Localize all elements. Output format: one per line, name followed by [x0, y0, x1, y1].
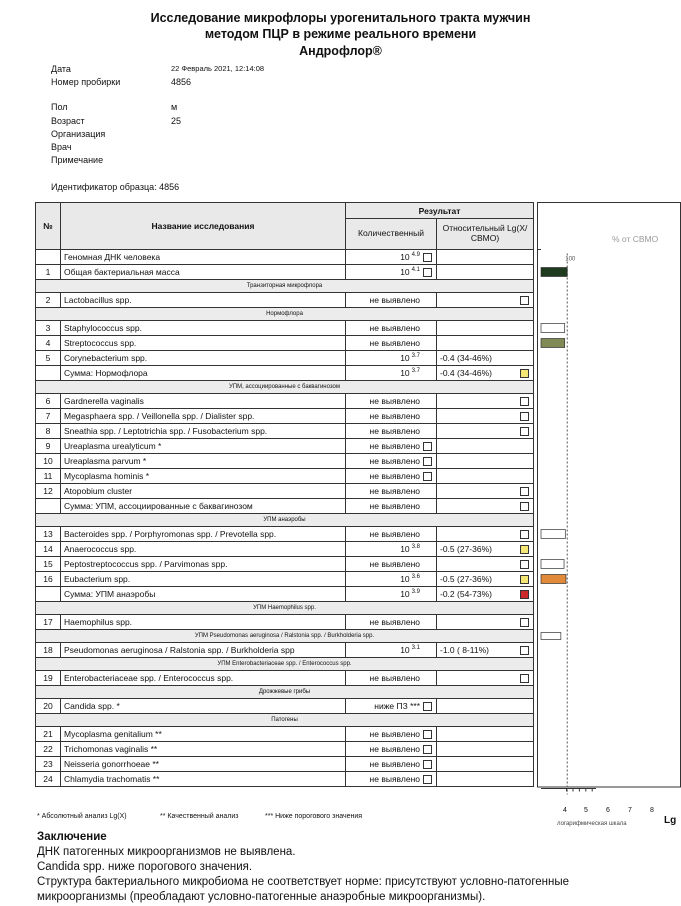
test-name: Streptococcus spp. [61, 336, 346, 351]
row-number: 1 [36, 265, 61, 280]
quantitative-flag-box [423, 702, 432, 711]
quantitative-flag-box [423, 775, 432, 784]
quantitative-cell [346, 615, 437, 630]
quantitative-flag-box [423, 253, 432, 262]
quantitative-cell [346, 454, 437, 469]
section-row [36, 381, 534, 394]
doctor-label: Врач [51, 142, 72, 152]
results-table [35, 202, 534, 787]
row-number: 2 [36, 293, 61, 308]
result-row [36, 643, 534, 658]
quantitative-cell [346, 469, 437, 484]
quantitative-exponent: 3.8 [411, 544, 420, 551]
row-number: 4 [36, 336, 61, 351]
quantitative-cell [346, 265, 437, 280]
relative-flag-box [520, 590, 529, 599]
test-name: Gardnerella vaginalis [61, 394, 346, 409]
quantitative-value: не выявлено [369, 759, 420, 769]
row-number: 14 [36, 542, 61, 557]
result-row [36, 424, 534, 439]
relative-flag-box [520, 530, 529, 539]
section-row [36, 658, 534, 671]
relative-cell [437, 671, 534, 686]
section-label: УПМ Pseudomonas aeruginosa / Ralstonia spp. / Burkholderia spp. [36, 630, 534, 643]
result-row [36, 409, 534, 424]
relative-cell [437, 351, 534, 366]
quantitative-exponent: 4.1 [411, 267, 420, 274]
header-quantitative: Количественный [346, 219, 437, 250]
quantitative-value: не выявлено [369, 501, 420, 511]
chart-tick-label: 7 [628, 807, 632, 814]
row-number [36, 366, 61, 381]
quantitative-cell [346, 671, 437, 686]
section-label: Патогены [36, 714, 534, 727]
result-row [36, 250, 534, 265]
quantitative-value: не выявлено [369, 338, 420, 348]
row-number: 21 [36, 727, 61, 742]
relative-flag-box [520, 560, 529, 569]
relative-cell [437, 424, 534, 439]
section-row [36, 280, 534, 293]
quantitative-value: ниже ПЗ *** [374, 701, 420, 711]
relative-flag-box [520, 575, 529, 584]
relative-cell [437, 615, 534, 630]
relative-flag-box [520, 369, 529, 378]
quantitative-value: не выявлено [369, 426, 420, 436]
quantitative-value: не выявлено [369, 529, 420, 539]
relative-cell [437, 557, 534, 572]
test-name: Anaerococcus spp. [61, 542, 346, 557]
result-row [36, 572, 534, 587]
relative-cell [437, 499, 534, 514]
chart-bar [541, 633, 561, 640]
chart-frame [538, 203, 681, 788]
relative-cell [437, 409, 534, 424]
relative-cell [437, 250, 534, 265]
section-label: УПМ Enterobacteriaceae spp. / Enterococcus spp. [36, 658, 534, 671]
quantitative-value: 10 [400, 589, 410, 599]
quantitative-value: не выявлено [369, 744, 420, 754]
quantitative-flag-box [423, 457, 432, 466]
quantitative-cell [346, 409, 437, 424]
result-row [36, 454, 534, 469]
quantitative-cell [346, 757, 437, 772]
section-row [36, 602, 534, 615]
chart-bar [541, 560, 564, 569]
quantitative-cell [346, 351, 437, 366]
row-number: 7 [36, 409, 61, 424]
quantitative-cell [346, 727, 437, 742]
section-row [36, 686, 534, 699]
test-name: Ureaplasma parvum * [61, 454, 346, 469]
row-number: 12 [36, 484, 61, 499]
result-row [36, 587, 534, 602]
section-row [36, 514, 534, 527]
result-row [36, 615, 534, 630]
quantitative-cell [346, 699, 437, 714]
relative-cell [437, 484, 534, 499]
test-name: Сумма: УПМ анаэробы [61, 587, 346, 602]
quantitative-cell [346, 643, 437, 658]
footnote-absolute: * Абсолютный анализ Lg(X) [37, 813, 127, 820]
result-row [36, 757, 534, 772]
relative-cell [437, 454, 534, 469]
result-row [36, 542, 534, 557]
quantitative-cell [346, 336, 437, 351]
footnote-qualitative: ** Качественный анализ [160, 813, 239, 820]
relative-value: -1.0 ( 8-11%) [440, 645, 489, 655]
result-row [36, 699, 534, 714]
quantitative-cell [346, 772, 437, 787]
relative-cell [437, 366, 534, 381]
row-number [36, 587, 61, 602]
row-number: 5 [36, 351, 61, 366]
test-name: Chlamydia trachomatis ** [61, 772, 346, 787]
quantitative-flag-box [423, 442, 432, 451]
chart-bar [541, 575, 566, 584]
row-number: 16 [36, 572, 61, 587]
row-number: 10 [36, 454, 61, 469]
row-number: 13 [36, 527, 61, 542]
result-row [36, 293, 534, 308]
test-name: Bacteroides spp. / Porphyromonas spp. / Prevotella spp. [61, 527, 346, 542]
quantitative-value: не выявлено [369, 673, 420, 683]
quantitative-exponent: 3.7 [411, 353, 420, 360]
relative-flag-box [520, 674, 529, 683]
relative-cell [437, 439, 534, 454]
section-label: УПМ анаэробы [36, 514, 534, 527]
test-name: Общая бактериальная масса [61, 265, 346, 280]
sex-value: м [171, 102, 178, 112]
quantitative-value: не выявлено [369, 441, 420, 451]
result-row [36, 439, 534, 454]
row-number [36, 250, 61, 265]
organization-label: Организация [51, 129, 106, 139]
test-name: Сумма: Нормофлора [61, 366, 346, 381]
test-name: Haemophilus spp. [61, 615, 346, 630]
note-label: Примечание [51, 155, 104, 165]
quantitative-value: 10 [400, 544, 410, 554]
quantitative-value: не выявлено [369, 486, 420, 496]
section-label: Дрожжевые грибы [36, 686, 534, 699]
relative-value: -0.5 (27-36%) [440, 574, 492, 584]
chart-100-label: 100 [565, 256, 576, 263]
quantitative-value: не выявлено [369, 295, 420, 305]
relative-flag-box [520, 397, 529, 406]
chart-percent-header: % от СВМО [612, 234, 659, 244]
row-number: 8 [36, 424, 61, 439]
quantitative-cell [346, 293, 437, 308]
row-number: 22 [36, 742, 61, 757]
result-row [36, 527, 534, 542]
result-row [36, 366, 534, 381]
date-value: 22 Февраль 2021, 12:14:08 [171, 64, 265, 73]
conclusion-line4: микроорганизмы (преобладают условно-патогенные анаэробные микроорганизмы). [37, 891, 486, 903]
row-number: 17 [36, 615, 61, 630]
quantitative-cell [346, 394, 437, 409]
relative-flag-box [520, 487, 529, 496]
header-relative: Относительный Lg(X/СВМО) [437, 219, 534, 250]
quantitative-cell [346, 424, 437, 439]
relative-flag-box [520, 545, 529, 554]
test-name: Сумма: УПМ, ассоциированные с баквагинозом [61, 499, 346, 514]
test-name: Enterobacteriaceae spp. / Enterococcus spp. [61, 671, 346, 686]
relative-cell [437, 542, 534, 557]
relative-cell [437, 394, 534, 409]
test-name: Lactobacillus spp. [61, 293, 346, 308]
result-row [36, 671, 534, 686]
result-row [36, 772, 534, 787]
age-value: 25 [171, 116, 182, 126]
relative-cell [437, 699, 534, 714]
quantitative-cell [346, 439, 437, 454]
quantitative-cell [346, 321, 437, 336]
quantitative-cell [346, 557, 437, 572]
test-name: Sneathia spp. / Leptotrichia spp. / Fusobacterium spp. [61, 424, 346, 439]
relative-cell [437, 742, 534, 757]
quantitative-value: 10 [400, 252, 410, 262]
relative-cell [437, 321, 534, 336]
row-number: 23 [36, 757, 61, 772]
relative-value: -0.2 (54-73%) [440, 589, 492, 599]
sex-label: Пол [51, 102, 68, 112]
relative-flag-box [520, 502, 529, 511]
relative-flag-box [520, 427, 529, 436]
row-number [36, 499, 61, 514]
quantitative-cell [346, 572, 437, 587]
quantitative-value: не выявлено [369, 471, 420, 481]
relative-flag-box [520, 412, 529, 421]
quantitative-cell [346, 542, 437, 557]
chart-tick-label: 8 [650, 807, 654, 814]
quantitative-value: не выявлено [369, 774, 420, 784]
section-label: УПМ Haemophilus spp. [36, 602, 534, 615]
section-label: УПМ, ассоциированные с баквагинозом [36, 381, 534, 394]
header-result: Результат [346, 203, 534, 219]
row-number: 24 [36, 772, 61, 787]
chart-bar [541, 268, 567, 277]
result-row [36, 499, 534, 514]
header-no: № [36, 203, 61, 250]
relative-flag-box [520, 646, 529, 655]
quantitative-exponent: 3.1 [411, 645, 420, 652]
row-number: 15 [36, 557, 61, 572]
sample-id: Идентификатор образца: 4856 [51, 182, 180, 192]
result-row [36, 265, 534, 280]
section-row [36, 630, 534, 643]
result-row [36, 351, 534, 366]
quantitative-cell [346, 499, 437, 514]
date-label: Дата [51, 64, 71, 74]
test-name: Neisseria gonorrhoeae ** [61, 757, 346, 772]
chart-bar [541, 324, 565, 333]
test-name: Peptostreptococcus spp. / Parvimonas spp. [61, 557, 346, 572]
result-row [36, 742, 534, 757]
report-title-line1: Исследование микрофлоры урогенитального тракта мужчин [150, 11, 531, 25]
quantitative-exponent: 3.6 [411, 574, 420, 581]
relative-cell [437, 336, 534, 351]
quantitative-exponent: 4.9 [411, 252, 420, 259]
result-row [36, 394, 534, 409]
row-number: 11 [36, 469, 61, 484]
chart-bar [541, 530, 565, 539]
footnote-threshold: *** Ниже порогового значения [265, 813, 363, 820]
quantitative-value: не выявлено [369, 729, 420, 739]
chart-scale-label: логарифмическая шкала [557, 821, 627, 827]
quantitative-value: не выявлено [369, 323, 420, 333]
quantitative-value: не выявлено [369, 411, 420, 421]
row-number: 18 [36, 643, 61, 658]
section-label: Транзиторная микрофлора [36, 280, 534, 293]
row-number: 9 [36, 439, 61, 454]
quantitative-cell [346, 366, 437, 381]
section-row [36, 308, 534, 321]
report-title-line2: методом ПЦР в режиме реального времени [204, 27, 477, 41]
test-name: Trichomonas vaginalis ** [61, 742, 346, 757]
quantitative-flag-box [423, 268, 432, 277]
quantitative-cell [346, 527, 437, 542]
quantitative-value: не выявлено [369, 617, 420, 627]
chart-bar [541, 339, 565, 348]
chart-tick-label: 4 [563, 807, 567, 814]
test-name: Ureaplasma urealyticum * [61, 439, 346, 454]
quantitative-flag-box [423, 730, 432, 739]
quantitative-cell [346, 250, 437, 265]
relative-cell [437, 587, 534, 602]
test-name: Megasphaera spp. / Veillonella spp. / Dialister spp. [61, 409, 346, 424]
quantitative-flag-box [423, 745, 432, 754]
quantitative-value: 10 [400, 353, 410, 363]
relative-chart [537, 202, 681, 804]
test-name: Staphylococcus spp. [61, 321, 346, 336]
result-row [36, 484, 534, 499]
result-row [36, 557, 534, 572]
conclusion-line3: Структура бактериального микробиома не соответствует норме: присутствуют условно-патогенные [37, 876, 570, 888]
test-name: Pseudomonas aeruginosa / Ralstonia spp. / Burkholderia spp [61, 643, 346, 658]
relative-cell [437, 469, 534, 484]
conclusion-line1: ДНК патогенных микроорганизмов не выявлена. [37, 846, 296, 858]
relative-flag-box [520, 618, 529, 627]
test-name: Atopobium cluster [61, 484, 346, 499]
quantitative-flag-box [423, 472, 432, 481]
quantitative-value: не выявлено [369, 396, 420, 406]
relative-value: -0.5 (27-36%) [440, 544, 492, 554]
tube-label: Номер пробирки [51, 77, 121, 87]
test-name: Candida spp. * [61, 699, 346, 714]
quantitative-value: 10 [400, 574, 410, 584]
row-number: 20 [36, 699, 61, 714]
relative-cell [437, 757, 534, 772]
result-row [36, 469, 534, 484]
relative-cell [437, 772, 534, 787]
chart-tick-label: 6 [606, 807, 610, 814]
relative-value: -0.4 (34-46%) [440, 353, 492, 363]
section-row [36, 714, 534, 727]
quantitative-cell [346, 742, 437, 757]
relative-value: -0.4 (34-46%) [440, 368, 492, 378]
test-name: Mycoplasma genitalium ** [61, 727, 346, 742]
relative-cell [437, 527, 534, 542]
result-row [36, 336, 534, 351]
test-name: Corynebacterium spp. [61, 351, 346, 366]
result-row [36, 727, 534, 742]
section-label: Нормофлора [36, 308, 534, 321]
row-number: 19 [36, 671, 61, 686]
relative-flag-box [520, 296, 529, 305]
quantitative-flag-box [423, 760, 432, 769]
quantitative-value: 10 [400, 267, 410, 277]
result-row [36, 321, 534, 336]
quantitative-value: 10 [400, 645, 410, 655]
row-number: 6 [36, 394, 61, 409]
age-label: Возраст [51, 116, 85, 126]
relative-cell [437, 572, 534, 587]
test-name: Eubacterium spp. [61, 572, 346, 587]
quantitative-cell [346, 484, 437, 499]
relative-cell [437, 293, 534, 308]
report-title-line3: Андрофлор® [299, 44, 382, 58]
quantitative-exponent: 3.9 [411, 589, 420, 596]
quantitative-value: не выявлено [369, 456, 420, 466]
conclusion-title: Заключение [37, 831, 107, 843]
chart-tick-label: 5 [584, 807, 588, 814]
relative-cell [437, 727, 534, 742]
row-number: 3 [36, 321, 61, 336]
quantitative-value: 10 [400, 368, 410, 378]
quantitative-exponent: 3.7 [411, 368, 420, 375]
test-name: Геномная ДНК человека [61, 250, 346, 265]
tube-value: 4856 [171, 77, 192, 87]
chart-axis-label: Lg [664, 815, 677, 826]
test-name: Mycoplasma hominis * [61, 469, 346, 484]
relative-cell [437, 265, 534, 280]
conclusion-line2: Candida spp. ниже порогового значения. [37, 861, 253, 873]
header-test-name: Название исследования [61, 203, 346, 250]
quantitative-value: не выявлено [369, 559, 420, 569]
relative-cell [437, 643, 534, 658]
quantitative-cell [346, 587, 437, 602]
